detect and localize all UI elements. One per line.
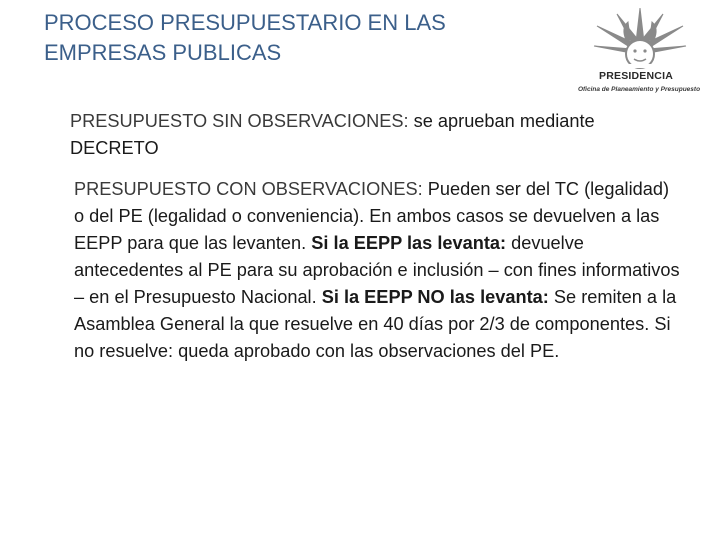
page-title <box>44 8 514 68</box>
paragraph-lead: PRESUPUESTO SIN OBSERVACIONES: <box>70 111 409 131</box>
emphasis-no-levanta: Si la EEPP NO las levanta: <box>321 287 549 307</box>
paragraph-text: Pueden ser del TC (legalidad) o del PE (legalidad o conveniencia). En ambos casos se devuelven a las EEPP para que las levanten. <box>74 179 670 253</box>
paragraph-text: devuelve antecedentes al PE para su aprobación e inclusión – con fines informativos – en el Presupuesto Nacional. <box>74 233 680 307</box>
presidencia-logo <box>560 2 720 102</box>
logo-name: PRESIDENCIA <box>599 70 673 82</box>
paragraph-sin-observaciones <box>70 108 684 162</box>
sun-of-may-icon <box>560 2 720 72</box>
title-line-1: PROCESO PRESUPUESTARIO EN LAS <box>44 10 446 35</box>
emphasis-si-levanta: Si la EEPP las levanta: <box>311 233 507 253</box>
paragraph-text: Se remiten a la Asamblea General la que resuelve en 40 días por 2/3 de componentes. Si no resuelve: queda aprobado con las observaciones del PE. <box>74 287 677 361</box>
slide-body <box>70 108 684 365</box>
paragraph-lead: PRESUPUESTO CON OBSERVACIONES: <box>74 179 423 199</box>
title-line-2: EMPRESAS PUBLICAS <box>44 40 282 65</box>
paragraph-con-observaciones <box>70 176 684 365</box>
logo-subtitle: Oficina de Planeamiento y Presupuesto <box>577 86 701 93</box>
paragraph-text: se aprueban mediante DECRETO <box>70 111 595 158</box>
